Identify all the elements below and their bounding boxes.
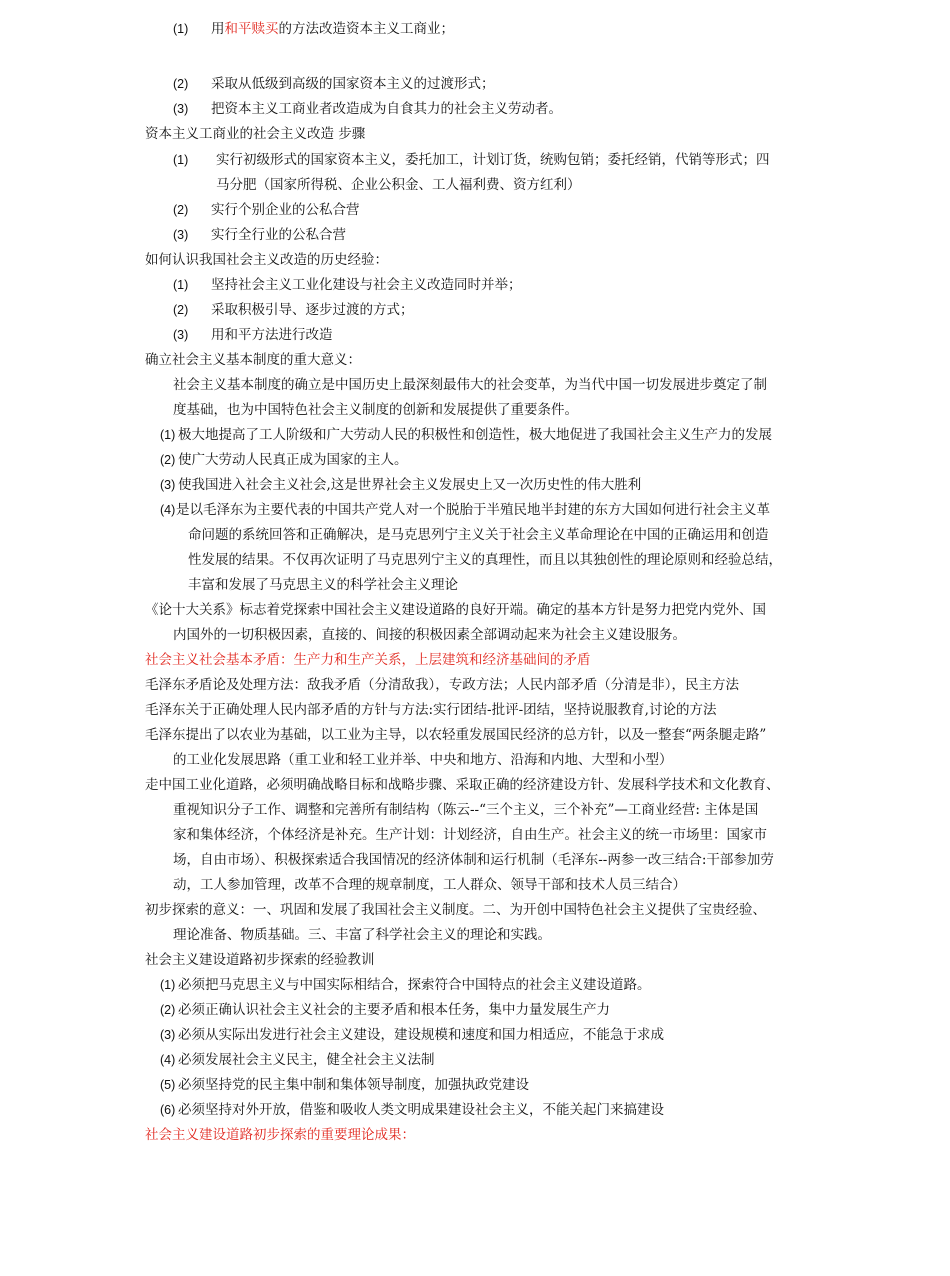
list-item: 用和平方法进行改造 xyxy=(211,327,333,343)
highlight-heading: 社会主义建设道路初步探索的重要理论成果： xyxy=(145,1127,415,1143)
list-number: (6) xyxy=(160,1103,176,1117)
list-number: (2) xyxy=(173,77,189,91)
paragraph-line: 走中国工业化道路，必须明确战略目标和战略步骤、采取正确的经济建设方针、发展科学技术和文化教育、 xyxy=(145,777,780,793)
paragraph-line: 毛泽东关于正确处理人民内部矛盾的方针与方法:实行团结-批评-团结，坚持说服教育,讨论的方法 xyxy=(145,702,717,718)
list-number: (3) xyxy=(173,328,189,342)
list-item: 实行初级形式的国家资本主义，委托加工，计划订货，统购包销；委托经销，代销等形式；四 xyxy=(216,152,770,168)
list-item: 把资本主义工商业者改造成为自食其力的社会主义劳动者。 xyxy=(211,101,562,117)
paragraph-line: 家和集体经济，个体经济是补充。生产计划：计划经济，自由生产。社会主义的统一市场里：国家市 xyxy=(173,827,767,843)
paragraph-line: 毛泽东矛盾论及处理方法：敌我矛盾（分清敌我），专政方法；人民内部矛盾（分清是非），民主方法 xyxy=(145,677,739,693)
list-item: 实行全行业的公私合营 xyxy=(211,227,346,243)
list-number: (1) xyxy=(173,22,189,36)
paragraph-line: 《论十大关系》标志着党探索中国社会主义建设道路的良好开端。确定的基本方针是努力把党内党外、国 xyxy=(145,602,766,618)
list-number: (1) xyxy=(173,278,189,292)
list-item: 实行个别企业的公私合营 xyxy=(211,202,360,218)
paragraph-line: 内国外的一切积极因素，直接的、间接的积极因素全部调动起来为社会主义建设服务。 xyxy=(173,627,686,643)
list-number: (2) xyxy=(160,453,176,467)
list-item: 用和平赎买的方法改造资本主义工商业； xyxy=(211,21,454,37)
list-item: 使我国进入社会主义社会,这是世界社会主义发展史上又一次历史性的伟大胜利 xyxy=(178,477,642,493)
section-heading: 确立社会主义基本制度的重大意义： xyxy=(145,352,361,368)
list-item: 坚持社会主义工业化建设与社会主义改造同时并举； xyxy=(211,277,522,293)
list-item: 必须把马克思主义与中国实际相结合，探索符合中国特点的社会主义建设道路。 xyxy=(178,977,651,993)
list-item-continuation: 马分肥（国家所得税、企业公积金、工人福利费、资方红利） xyxy=(216,177,581,193)
paragraph-line: 场，自由市场）、积极探索适合我国情况的经济体制和运行机制（毛泽东--两参一改三结合:干部参加劳 xyxy=(173,852,774,868)
list-item-continuation: 丰富和发展了马克思主义的科学社会主义理论 xyxy=(188,577,458,593)
section-heading: 社会主义建设道路初步探索的经验教训 xyxy=(145,952,375,968)
list-number: (2) xyxy=(173,303,189,317)
list-number: (2) xyxy=(173,203,189,217)
list-item: 必须发展社会主义民主，健全社会主义法制 xyxy=(178,1052,435,1068)
list-number: (3) xyxy=(160,478,176,492)
list-number: (1) xyxy=(160,978,176,992)
list-number: (3) xyxy=(173,102,189,116)
list-item: 极大地提高了工人阶级和广大劳动人民的积极性和创造性，极大地促进了我国社会主义生产力的发展 xyxy=(178,427,772,443)
list-number: (2) xyxy=(160,1003,176,1017)
list-item: 采取积极引导、逐步过渡的方式； xyxy=(211,302,414,318)
list-number: (3) xyxy=(173,228,189,242)
paragraph-line: 动，工人参加管理，改革不合理的规章制度，工人群众、领导干部和技术人员三结合） xyxy=(173,877,686,893)
list-item: 采取从低级到高级的国家资本主义的过渡形式； xyxy=(211,76,495,92)
list-number: (5) xyxy=(160,1078,176,1092)
list-number: (4) xyxy=(160,1053,176,1067)
paragraph-line: 社会主义基本制度的确立是中国历史上最深刻最伟大的社会变革，为当代中国一切发展进步奠定了制 xyxy=(173,377,767,393)
highlight-text: 和平赎买 xyxy=(224,21,279,37)
paragraph-line: 毛泽东提出了以农业为基础，以工业为主导，以农轻重发展国民经济的总方针，以及一整套“两条腿走路” xyxy=(145,727,767,743)
highlight-heading: 社会主义社会基本矛盾：生产力和生产关系，上层建筑和经济基础间的矛盾 xyxy=(145,652,591,668)
list-item-continuation: 性发展的结果。不仅再次证明了马克思列宁主义的真理性，而且以其独创性的理论原则和经验总结， xyxy=(188,552,782,568)
paragraph-line: 的工业化发展思路（重工业和轻工业并举、中央和地方、沿海和内地、大型和小型） xyxy=(173,752,673,768)
list-number: (1) xyxy=(173,153,189,167)
list-number: (4) xyxy=(160,503,176,517)
list-number: (1) xyxy=(160,428,176,442)
list-item: 必须正确认识社会主义社会的主要矛盾和根本任务，集中力量发展生产力 xyxy=(178,1002,610,1018)
paragraph-line: 初步探索的意义：一、巩固和发展了我国社会主义制度。二、为开创中国特色社会主义提供了宝贵经验、 xyxy=(145,902,766,918)
list-item: 必须坚持党的民主集中制和集体领导制度，加强执政党建设 xyxy=(178,1077,529,1093)
section-heading: 如何认识我国社会主义改造的历史经验： xyxy=(145,252,388,268)
section-heading: 资本主义工商业的社会主义改造 步骤 xyxy=(145,126,366,142)
list-item: 使广大劳动人民真正成为国家的主人。 xyxy=(178,452,408,468)
list-item: 是以毛泽东为主要代表的中国共产党人对一个脱胎于半殖民地半封建的东方大国如何进行社会主义革 xyxy=(176,502,770,518)
list-item: 必须坚持对外开放，借鉴和吸收人类文明成果建设社会主义，不能关起门来搞建设 xyxy=(178,1102,664,1118)
paragraph-line: 重视知识分子工作、调整和完善所有制结构（陈云--“三个主义，三个补充”—工商业经营: 主体是国 xyxy=(173,802,759,818)
list-number: (3) xyxy=(160,1028,176,1042)
paragraph-line: 度基础，也为中国特色社会主义制度的创新和发展提供了重要条件。 xyxy=(173,402,578,418)
list-item: 必须从实际出发进行社会主义建设，建设规模和速度和国力相适应，不能急于求成 xyxy=(178,1027,664,1043)
paragraph-line: 理论准备、物质基础。三、丰富了科学社会主义的理论和实践。 xyxy=(173,927,551,943)
list-item-continuation: 命问题的系统回答和正确解决，是马克思列宁主义关于社会主义革命理论在中国的正确运用和创造 xyxy=(188,527,769,543)
